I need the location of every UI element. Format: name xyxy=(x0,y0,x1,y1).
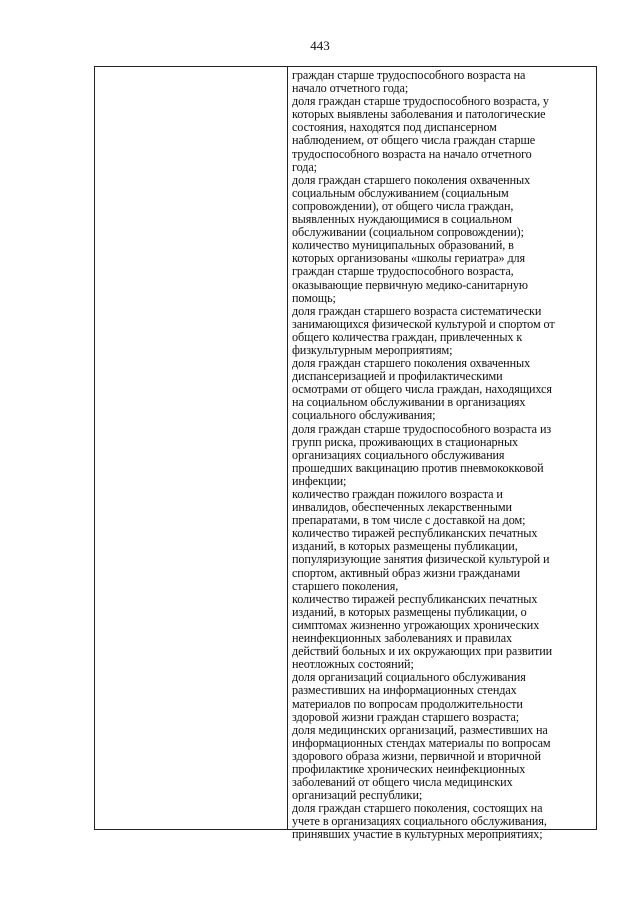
text-line: доля граждан старшего поколения охваченных xyxy=(292,356,531,371)
text-line: профилактике хронических неинфекционных xyxy=(292,761,526,776)
text-line: граждан старше трудоспособного возраста на xyxy=(292,68,526,82)
text-line: симптомах жизненно угрожающих хронических xyxy=(292,617,540,632)
text-line: инвалидов, обеспеченных лекарственными xyxy=(292,500,512,515)
text-line: доля организаций социального обслуживания xyxy=(292,670,526,685)
text-line: граждан старше трудоспособного возраста, xyxy=(292,264,514,279)
text-line: доля медицинских организаций, разместивших на xyxy=(292,722,548,737)
text-line: популяризующие занятия физической культурой и xyxy=(292,552,550,567)
page-number: 443 xyxy=(310,38,330,53)
text-line: материалов по вопросам продолжительности xyxy=(292,696,523,711)
text-line: доля граждан старшего возраста систематически xyxy=(292,303,542,318)
text-line: информационных стендах материалы по вопросам xyxy=(292,735,551,750)
text-line: неинфекционных заболеваниях и правилах xyxy=(292,631,513,646)
table-right-cell xyxy=(288,67,596,842)
text-line: количество тиражей республиканских печатных xyxy=(292,526,538,541)
text-line: осмотрами от общего числа граждан, находящихся xyxy=(292,382,552,397)
text-line: организациях социального обслуживания xyxy=(292,447,505,462)
text-line: выявленных нуждающимися в социальном xyxy=(292,212,512,227)
text-line: диспансеризацией и профилактическими xyxy=(292,369,503,384)
text-line: старшего поколения, xyxy=(292,578,399,593)
text-line: года; xyxy=(292,159,317,174)
table-left-cell xyxy=(95,67,288,829)
text-line: общего количества граждан, привлеченных к xyxy=(292,329,523,344)
text-line: изданий, в которых размещены публикации, xyxy=(292,539,518,554)
text-line: прошедших вакцинацию против пневмококковой xyxy=(292,460,544,475)
text-line: разместивших на информационных стендах xyxy=(292,683,517,698)
text-line: социальным обслуживанием (социальным xyxy=(292,185,509,200)
text-line: действий больных и их окружающих при развитии xyxy=(292,644,553,659)
text-line: которых выявлены заболевания и патологические xyxy=(292,107,546,122)
text-line: социального обслуживания; xyxy=(292,408,436,423)
text-line: групп риска, проживающих в стационарных xyxy=(292,434,519,449)
text-line: физкультурным мероприятиям; xyxy=(292,342,453,357)
text-line: оказывающие первичную медико-санитарную xyxy=(292,277,528,292)
text-line: трудоспособного возраста на начало отчетного xyxy=(292,146,532,161)
text-line: сопровождении), от общего числа граждан, xyxy=(292,198,514,213)
text-line: обслуживании (социальном сопровождении); xyxy=(292,225,524,240)
text-line: на социальном обслуживании в организациях xyxy=(292,395,526,410)
text-line: количество муниципальных образований, в xyxy=(292,238,514,253)
text-line: препаратами, в том числе с доставкой на дом; xyxy=(292,513,526,528)
text-line: наблюдением, от общего числа граждан старше xyxy=(292,133,536,148)
text-line: начало отчетного года; xyxy=(292,81,409,96)
text-line: состояния, находятся под диспансерном xyxy=(292,120,497,135)
text-line: здорового образа жизни, первичной и вторичной xyxy=(292,748,541,763)
text-line: количество тиражей республиканских печатных xyxy=(292,591,538,606)
text-line: учете в организациях социального обслуживания, xyxy=(292,814,547,829)
text-line: которых организованы «школы гериатра» для xyxy=(292,251,526,266)
text-line: неотложных состояний; xyxy=(292,657,414,672)
text-line: изданий, в которых размещены публикации, о xyxy=(292,604,527,619)
text-line: доля граждан старше трудоспособного возраста из xyxy=(292,421,552,436)
text-line: помощь; xyxy=(292,290,336,305)
text-line: доля граждан старшего поколения охваченных xyxy=(292,172,531,187)
text-line: спортом, активный образ жизни гражданами xyxy=(292,565,521,580)
text-line: организаций республики; xyxy=(292,788,423,803)
text-line: занимающихся физической культурой и спортом от xyxy=(292,316,555,331)
text-line: доля граждан старше трудоспособного возраста, у xyxy=(292,94,549,109)
text-line: заболеваний от общего числа медицинских xyxy=(292,775,513,790)
text-line: принявших участие в культурных мероприятиях; xyxy=(292,827,543,842)
text-line: количество граждан пожилого возраста и xyxy=(292,487,503,501)
text-line: инфекции; xyxy=(292,473,347,488)
text-line: доля граждан старшего поколения, состоящих на xyxy=(292,801,543,816)
text-line: здоровой жизни граждан старшего возраста; xyxy=(292,709,520,724)
indicators-table xyxy=(94,66,597,842)
